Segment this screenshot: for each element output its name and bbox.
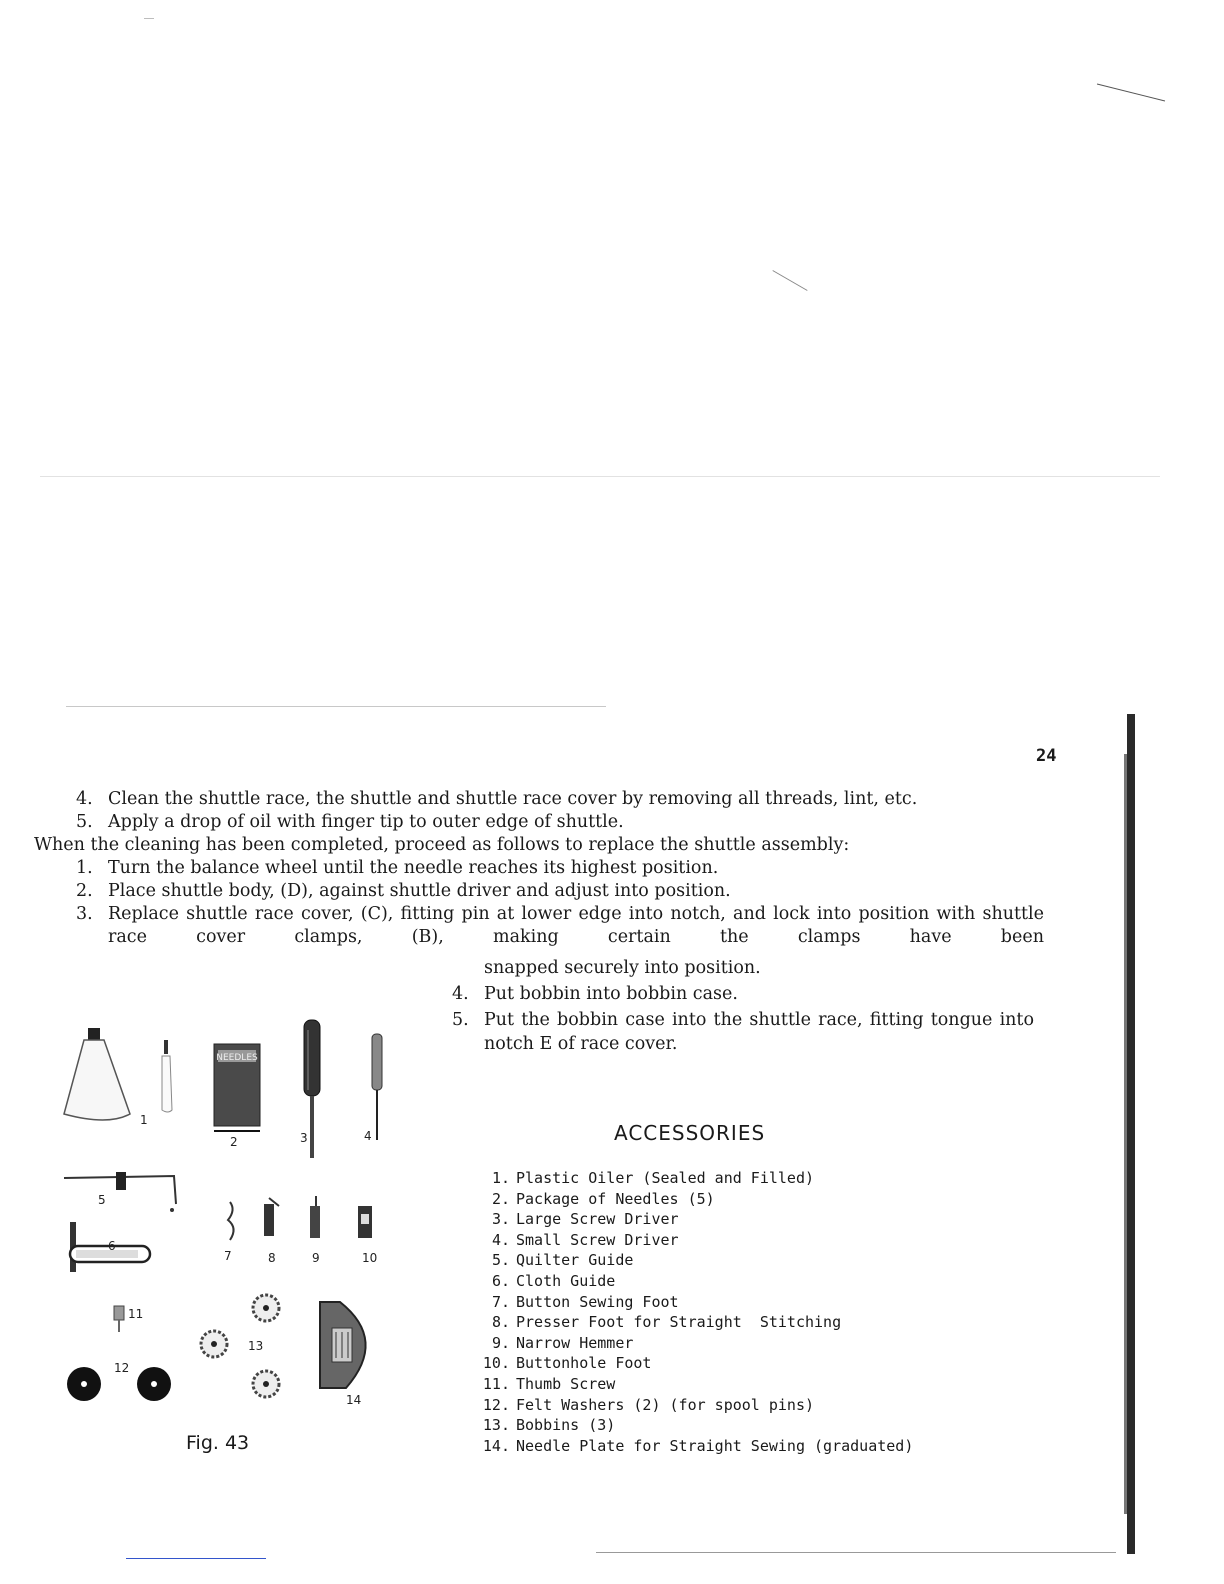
item-number: 8. xyxy=(491,1313,510,1332)
needle-package-illustration xyxy=(214,1044,260,1132)
callout-9: 9 xyxy=(312,1251,320,1265)
step-number: 2. xyxy=(76,881,93,901)
callout-4: 4 xyxy=(364,1129,372,1143)
step-text: Put the bobbin case into the shuttle race, fitting tongue into notch E of race cover. xyxy=(484,1010,1034,1054)
presser-feet-illustration xyxy=(228,1196,372,1240)
figure-caption: Fig. 43 xyxy=(186,1432,250,1454)
item-text: Bobbins (3) xyxy=(516,1416,616,1435)
page-edge-shadow xyxy=(1124,714,1140,1554)
callout-11: 11 xyxy=(128,1307,144,1321)
list-item xyxy=(470,1271,913,1292)
accessories-illustration xyxy=(58,1010,398,1450)
package-label: NEEDLES xyxy=(216,1053,258,1063)
callout-8: 8 xyxy=(268,1251,276,1265)
list-item xyxy=(470,1250,913,1271)
callout-13: 13 xyxy=(248,1339,264,1353)
list-item xyxy=(470,1353,913,1374)
step-text: Place shuttle body, (D), against shuttle driver and adjust into position. xyxy=(108,881,731,901)
item-number: 2. xyxy=(491,1189,510,1208)
procedure-text xyxy=(34,788,1044,949)
item-text: Narrow Hemmer xyxy=(516,1333,634,1352)
callout-2: 2 xyxy=(230,1135,238,1149)
step-number: 4. xyxy=(452,984,469,1004)
replace-step xyxy=(452,982,1034,1006)
step-text: Apply a drop of oil with finger tip to outer edge of shuttle. xyxy=(108,812,624,832)
scan-artifact xyxy=(66,706,606,707)
step-continuation: snapped securely into position. xyxy=(484,958,761,978)
step-number: 5. xyxy=(76,812,93,832)
callout-6: 6 xyxy=(108,1239,116,1253)
list-item xyxy=(470,1209,913,1230)
item-text: Thumb Screw xyxy=(516,1374,616,1393)
list-item xyxy=(470,1395,913,1416)
item-text: Cloth Guide xyxy=(516,1271,616,1290)
item-number: 7. xyxy=(491,1292,510,1311)
scan-artifact xyxy=(144,18,154,19)
scan-artifact xyxy=(772,270,807,291)
item-text: Button Sewing Foot xyxy=(516,1292,679,1311)
scan-artifact xyxy=(1097,84,1165,102)
list-item xyxy=(470,1230,913,1251)
step-text: Replace shuttle race cover, (C), fitting pin at lower edge into notch, and lock into position with shuttle race cover clamps, (B), making certain the clamps have been xyxy=(108,904,1044,947)
callout-1: 1 xyxy=(140,1113,148,1127)
thumb-screw-illustration xyxy=(114,1306,124,1332)
callout-5: 5 xyxy=(98,1193,106,1207)
callout-14: 14 xyxy=(346,1393,362,1407)
item-number: 14. xyxy=(482,1436,510,1455)
list-item xyxy=(470,1168,913,1189)
transition-text: When the cleaning has been completed, proceed as follows to replace the shuttle assembly: xyxy=(34,835,850,855)
item-number: 4. xyxy=(491,1230,510,1249)
item-text: Presser Foot for Straight Stitching xyxy=(516,1313,842,1332)
scan-artifact xyxy=(596,1552,1116,1553)
item-text: Needle Plate for Straight Sewing (graduated) xyxy=(516,1436,914,1455)
list-item xyxy=(470,1312,913,1333)
cleaning-step xyxy=(34,788,1044,811)
quilter-guide-illustration xyxy=(64,1172,176,1212)
replace-step xyxy=(34,880,1044,903)
item-number: 12. xyxy=(482,1395,510,1414)
replace-step xyxy=(34,903,1044,949)
list-item xyxy=(470,1436,913,1457)
replace-step xyxy=(452,1008,1034,1056)
step-number: 4. xyxy=(76,789,93,809)
callout-12: 12 xyxy=(114,1361,130,1375)
oiler-illustration xyxy=(64,1028,172,1120)
accessories-heading: ACCESSORIES xyxy=(614,1121,766,1145)
item-text: Large Screw Driver xyxy=(516,1210,679,1229)
step-number: 1. xyxy=(76,858,93,878)
page-number: 24 xyxy=(1036,746,1057,766)
item-number: 13. xyxy=(482,1416,510,1435)
item-number: 6. xyxy=(491,1271,510,1290)
item-text: Plastic Oiler (Sealed and Filled) xyxy=(516,1169,815,1187)
list-item xyxy=(470,1415,913,1436)
accessories-figure xyxy=(58,1010,398,1450)
item-number: 9. xyxy=(491,1333,510,1352)
item-number: 11. xyxy=(482,1374,510,1393)
item-text: Quilter Guide xyxy=(516,1251,634,1270)
step-text: Turn the balance wheel until the needle reaches its highest position. xyxy=(108,858,719,878)
item-text: Small Screw Driver xyxy=(516,1230,679,1249)
scan-artifact xyxy=(126,1558,266,1559)
item-number: 5. xyxy=(491,1251,510,1270)
item-number: 3. xyxy=(491,1210,510,1229)
item-text: Buttonhole Foot xyxy=(516,1354,652,1373)
list-item xyxy=(470,1374,913,1395)
item-number: 1. xyxy=(491,1169,510,1187)
callout-7: 7 xyxy=(224,1249,232,1263)
step-number: 5. xyxy=(452,1010,469,1030)
item-text: Package of Needles (5) xyxy=(516,1189,715,1208)
item-number: 10. xyxy=(482,1354,510,1373)
callout-3: 3 xyxy=(300,1131,308,1145)
small-screwdriver-illustration xyxy=(372,1034,382,1140)
step-text: Put bobbin into bobbin case. xyxy=(484,984,738,1004)
list-item xyxy=(470,1333,913,1354)
callout-10: 10 xyxy=(362,1251,378,1265)
item-text: Felt Washers (2) (for spool pins) xyxy=(516,1395,815,1414)
cleaning-step xyxy=(34,811,1044,834)
list-item xyxy=(470,1189,913,1210)
needle-plate-illustration xyxy=(320,1302,366,1388)
accessories-list xyxy=(470,1168,913,1456)
replace-step xyxy=(34,857,1044,880)
scan-artifact xyxy=(40,476,1160,477)
step-number: 3. xyxy=(76,904,93,924)
procedure-text-continued xyxy=(452,956,1034,1056)
step-text: Clean the shuttle race, the shuttle and shuttle race cover by removing all threads, lint, etc. xyxy=(108,789,918,809)
list-item xyxy=(470,1292,913,1313)
bobbins-illustration xyxy=(201,1295,279,1397)
